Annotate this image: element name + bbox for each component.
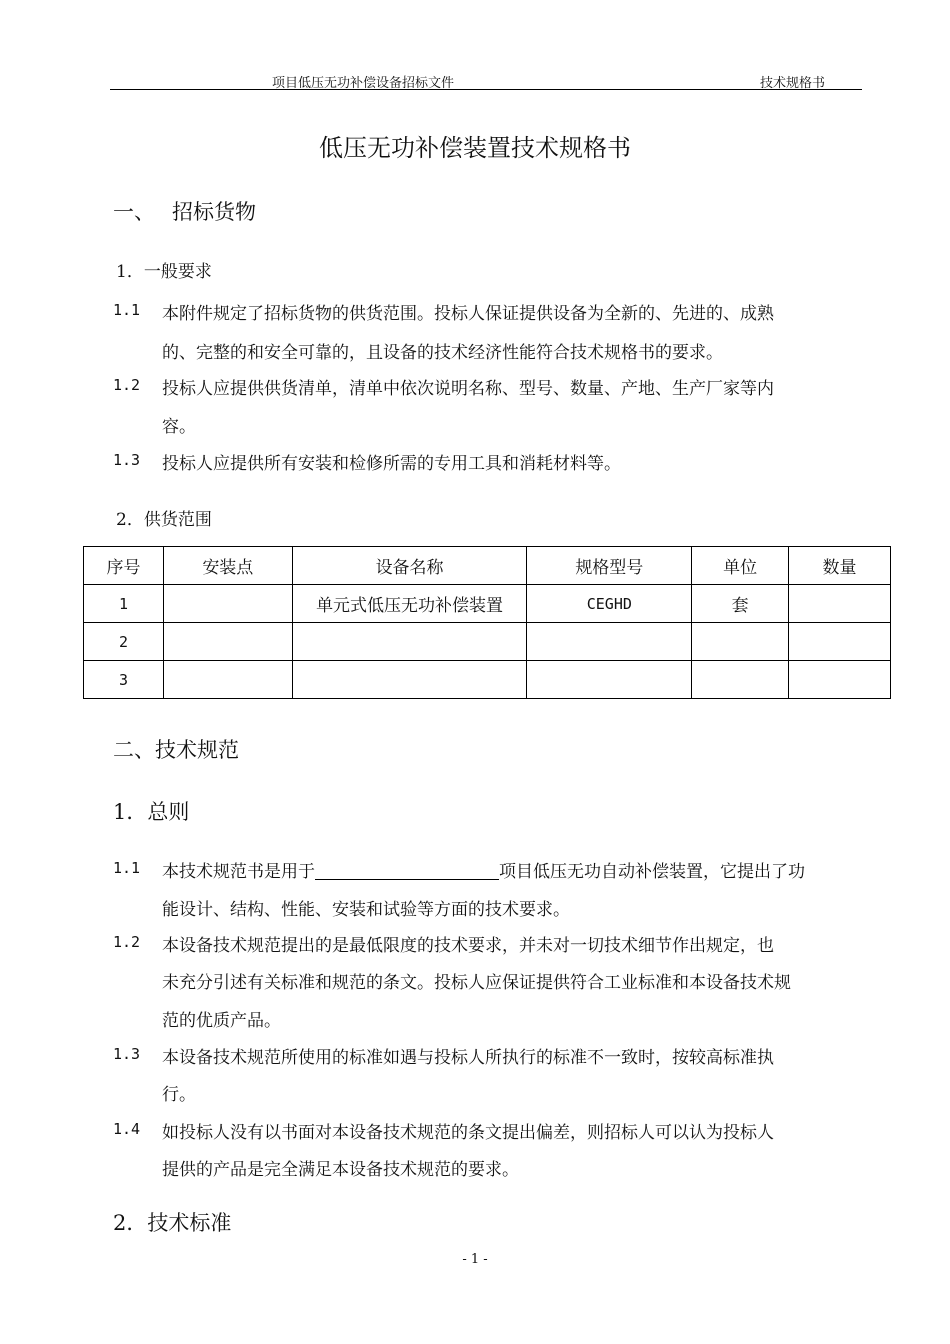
table-header-cell: 序号: [84, 547, 164, 585]
section1-heading-num: 一、: [113, 200, 155, 224]
section2-sub1-heading: 1．总则: [113, 800, 190, 824]
item-text: 本设备技术规范提出的是最低限度的技术要求，并未对一切技术细节作出规定，也: [162, 936, 774, 956]
header-left: 项目低压无功补偿设备招标文件: [272, 76, 455, 91]
table-cell: [163, 623, 292, 661]
item-text: 本设备技术规范所使用的标准如遇与投标人所执行的标准不一致时，按较高标准执: [162, 1048, 774, 1068]
item-text: 投标人应提供所有安装和检修所需的专用工具和消耗材料等。: [162, 454, 621, 474]
header-right: 技术规格书: [760, 76, 826, 91]
item-number: 1.1: [113, 301, 141, 319]
table-cell: 2: [84, 623, 164, 661]
table-row: [84, 623, 891, 661]
table-cell: [163, 585, 292, 623]
item-text: 提供的产品是完全满足本设备技术规范的要求。: [162, 1160, 519, 1180]
header-rule: [110, 89, 862, 90]
item-text: 容。: [162, 417, 196, 437]
table-cell: 3: [84, 661, 164, 699]
table-cell: [163, 661, 292, 699]
table-cell: [292, 623, 527, 661]
table-cell: [789, 585, 891, 623]
item-number: 1.3: [113, 451, 141, 469]
table-header-cell: 单位: [692, 547, 789, 585]
fill-in-blank[interactable]: [315, 861, 499, 880]
item-text: 未充分引述有关标准和规范的条文。投标人应保证提供符合工业标准和本设备技术规: [162, 973, 791, 993]
table-header-cell: 安装点: [163, 547, 292, 585]
table-cell: [527, 661, 692, 699]
table-cell: [527, 623, 692, 661]
item-text: 本附件规定了招标货物的供货范围。投标人保证提供设备为全新的、先进的、成熟: [162, 304, 774, 324]
item-number: 1.2: [113, 933, 141, 951]
item-text: 投标人应提供供货清单，清单中依次说明名称、型号、数量、产地、生产厂家等内: [162, 379, 774, 399]
item-number: 1.4: [113, 1120, 141, 1138]
item-text: 范的优质产品。: [162, 1011, 281, 1031]
section1-sub1-heading: 1．一般要求: [116, 262, 212, 282]
section2-sub2-heading: 2．技术标准: [113, 1211, 232, 1235]
table-cell: CEGHD: [527, 585, 692, 623]
item-number: 1.3: [113, 1045, 141, 1063]
table-header-row: [84, 547, 891, 585]
item-text: [162, 857, 805, 882]
supply-table: [83, 546, 891, 699]
item-text: 的、完整的和安全可靠的，且设备的技术经济性能符合技术规格书的要求。: [162, 343, 723, 363]
table-cell: [692, 661, 789, 699]
item-text: 如投标人没有以书面对本设备技术规范的条文提出偏差，则招标人可以认为投标人: [162, 1123, 774, 1143]
table-cell: [292, 661, 527, 699]
table-cell: 套: [692, 585, 789, 623]
item-text-pre: 本技术规范书是用于: [162, 862, 315, 882]
item-number: 1.1: [113, 859, 141, 877]
section2-heading: 二、技术规范: [113, 738, 239, 762]
item-text: 行。: [162, 1085, 196, 1105]
table-header-cell: 规格型号: [527, 547, 692, 585]
table-row: [84, 661, 891, 699]
document-title: 低压无功补偿装置技术规格书: [319, 134, 631, 162]
item-text-post: 项目低压无功自动补偿装置，它提出了功: [499, 862, 805, 882]
page-number: - 1 -: [462, 1252, 488, 1267]
section1-heading-text: 招标货物: [172, 200, 256, 224]
table-header-cell: 设备名称: [292, 547, 527, 585]
table-cell: [789, 661, 891, 699]
table-row: [84, 585, 891, 623]
table-cell: [692, 623, 789, 661]
table-cell: [789, 623, 891, 661]
section1-sub2-heading: 2．供货范围: [116, 510, 212, 530]
item-number: 1.2: [113, 376, 141, 394]
item-text: 能设计、结构、性能、安装和试验等方面的技术要求。: [162, 900, 570, 920]
table-cell: 单元式低压无功补偿装置: [292, 585, 527, 623]
table-header-cell: 数量: [789, 547, 891, 585]
table-cell: 1: [84, 585, 164, 623]
